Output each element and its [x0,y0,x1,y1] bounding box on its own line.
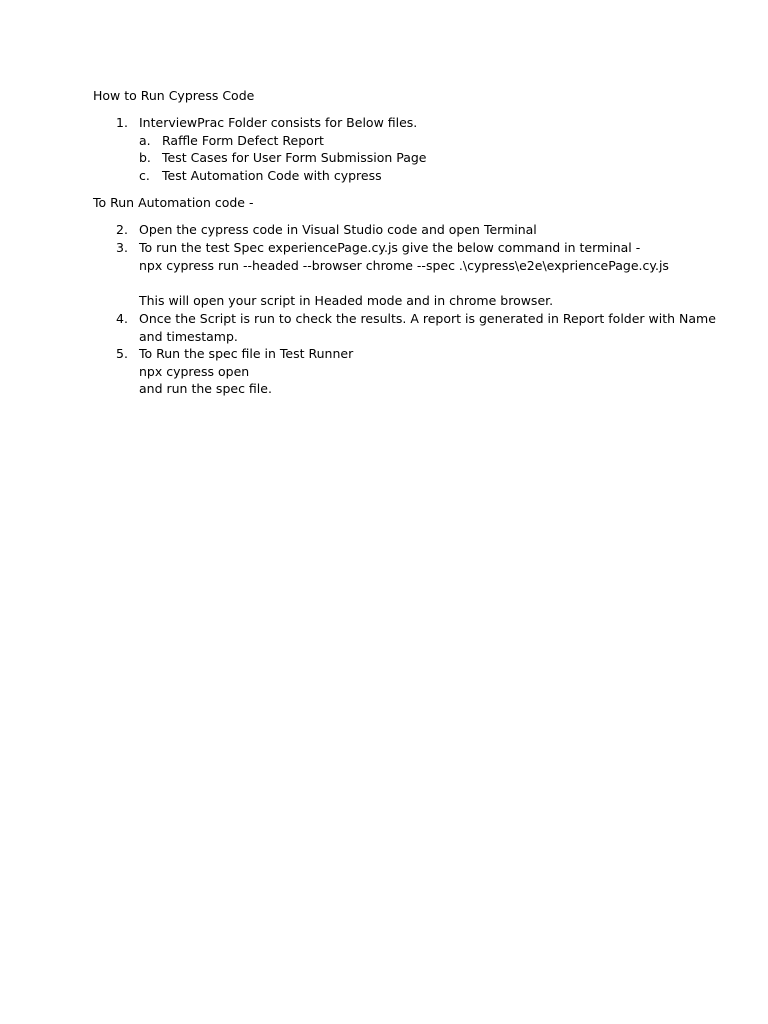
command-text: npx cypress open [139,363,250,379]
list-item-text: To run the test Spec experiencePage.cy.js give the below command in terminal - [139,240,641,255]
sub-list-item-letter: c. [139,168,150,183]
list-item-number: 3. [116,240,128,255]
list-item-text: Once the Script is run to check the results. A report is generated in Report folder with Name [139,311,716,326]
sub-list-item-text: Raffle Form Defect Report [162,133,324,148]
blank-line [139,274,669,292]
list-item-number: 5. [116,346,128,361]
list-item-number: 1. [116,115,128,130]
document-heading: How to Run Cypress Code [93,88,255,103]
sub-list-item-letter: a. [139,133,151,148]
command-text: npx cypress run --headed --browser chrome --spec .\cypress\e2e\expriencePage.cy.js [139,257,669,273]
list-item-text: and run the spec file. [139,381,272,397]
sub-list-item-text: Test Cases for User Form Submission Page [162,150,427,165]
list-item-number: 2. [116,222,128,237]
list-item-text: and timestamp. [139,328,238,344]
sub-list-item-text: Test Automation Code with cypress [162,168,382,183]
list-item-text: Open the cypress code in Visual Studio code and open Terminal [139,222,537,237]
document-subheading: To Run Automation code - [93,195,254,210]
list-item-text: This will open your script in Headed mode and in chrome browser. [139,293,554,309]
list-item-text: InterviewPrac Folder consists for Below files. [139,115,418,130]
sub-list-item-letter: b. [139,150,151,165]
list-item-text: To Run the spec file in Test Runner [139,346,354,361]
list-item-number: 4. [116,311,128,326]
